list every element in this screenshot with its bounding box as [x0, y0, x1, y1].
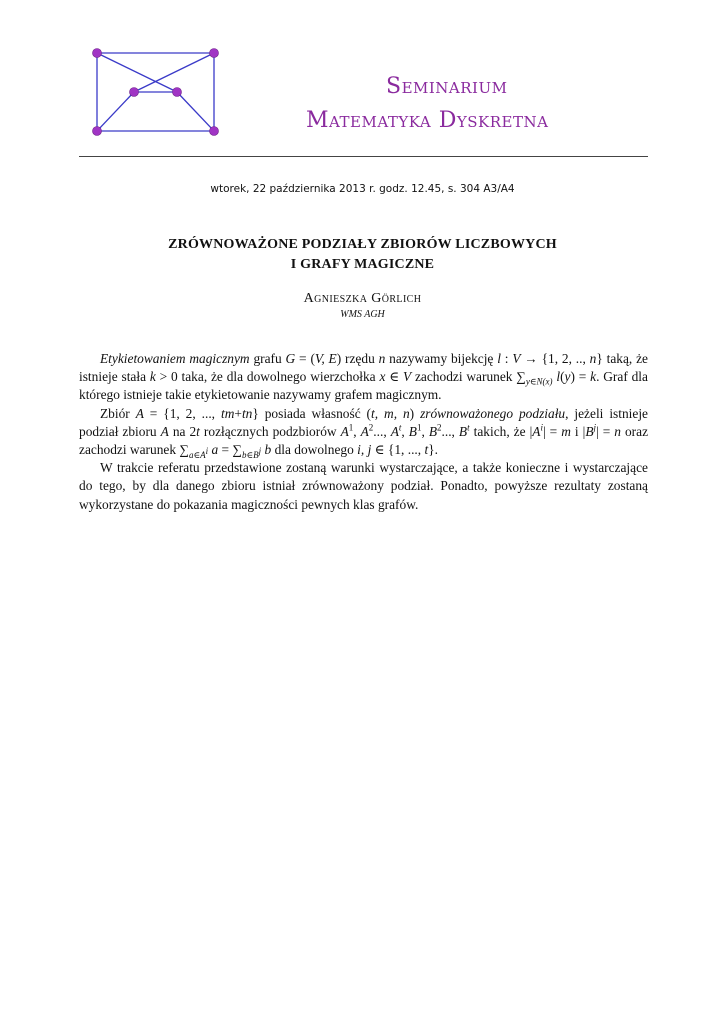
defined-term: zrównoważonego podziału	[420, 405, 566, 421]
author-name: Agnieszka Görlich	[303, 291, 422, 306]
abstract-paragraph-1: Etykietowaniem magicznym grafu G = (V, E) rzędu n nazywamy bijekcję l : V → {1, 2, .., n} taką, że istnieje stała k > 0 taka, że dla dowolnego wierzchołka x ∈ V zachodzi warunek $\sum_{y\in N(x)}$ l(y) = k. Graf dla którego istnieje takie etykietowanie nazywamy grafem magicznym.	[79, 351, 648, 403]
date-location-line: wtorek, 22 października 2013 r. godz. 12.45, s. 304 A3/A4	[210, 183, 515, 195]
header-divider	[79, 156, 648, 157]
defined-term: Etykietowaniem magicznym	[100, 351, 250, 366]
author-affiliation: WMS AGH	[340, 309, 385, 320]
talk-title-line-2: I GRAFY MAGICZNE	[290, 257, 435, 272]
graph-logo-icon	[88, 44, 222, 136]
talk-title-line-1: ZRÓWNOWAŻONE PODZIAŁY ZBIORÓW LICZBOWYCH	[168, 237, 557, 252]
abstract-paragraph-2: Zbiór A = {1, 2, ..., tm+tn} posiada własność (t, m, n) zrównoważonego podziału, jeżeli istnieje podział zbioru A na 2t rozłącznych podzbiorów $A^1$, $A^2$..., $A^t$, $B^1$, $B^2$..., $B^t$ takich, że $|A^i| = m$ i $|B^j| = n$ oraz zachodzi warunek $\sum_{a\in A^i}$ $a = \sum_{b\in B^j}$ b dla dowolnego i, j ∈ {1, ..., t}.	[79, 405, 649, 460]
abstract-paragraph-3: W trakcie referatu przedstawione zostaną warunki wystarczające, a także konieczne i wystarczające do tego, by dla danego zbioru istniał zrównoważony podział. Ponadto, powyższe rezultaty zostaną wykorzystane do pokazania magiczności pewnych klas grafów.	[79, 460, 648, 512]
seminar-name: Matematyka Dyskretna	[306, 108, 549, 133]
abstract	[79, 350, 648, 514]
seminar-label: Seminarium	[386, 74, 508, 99]
